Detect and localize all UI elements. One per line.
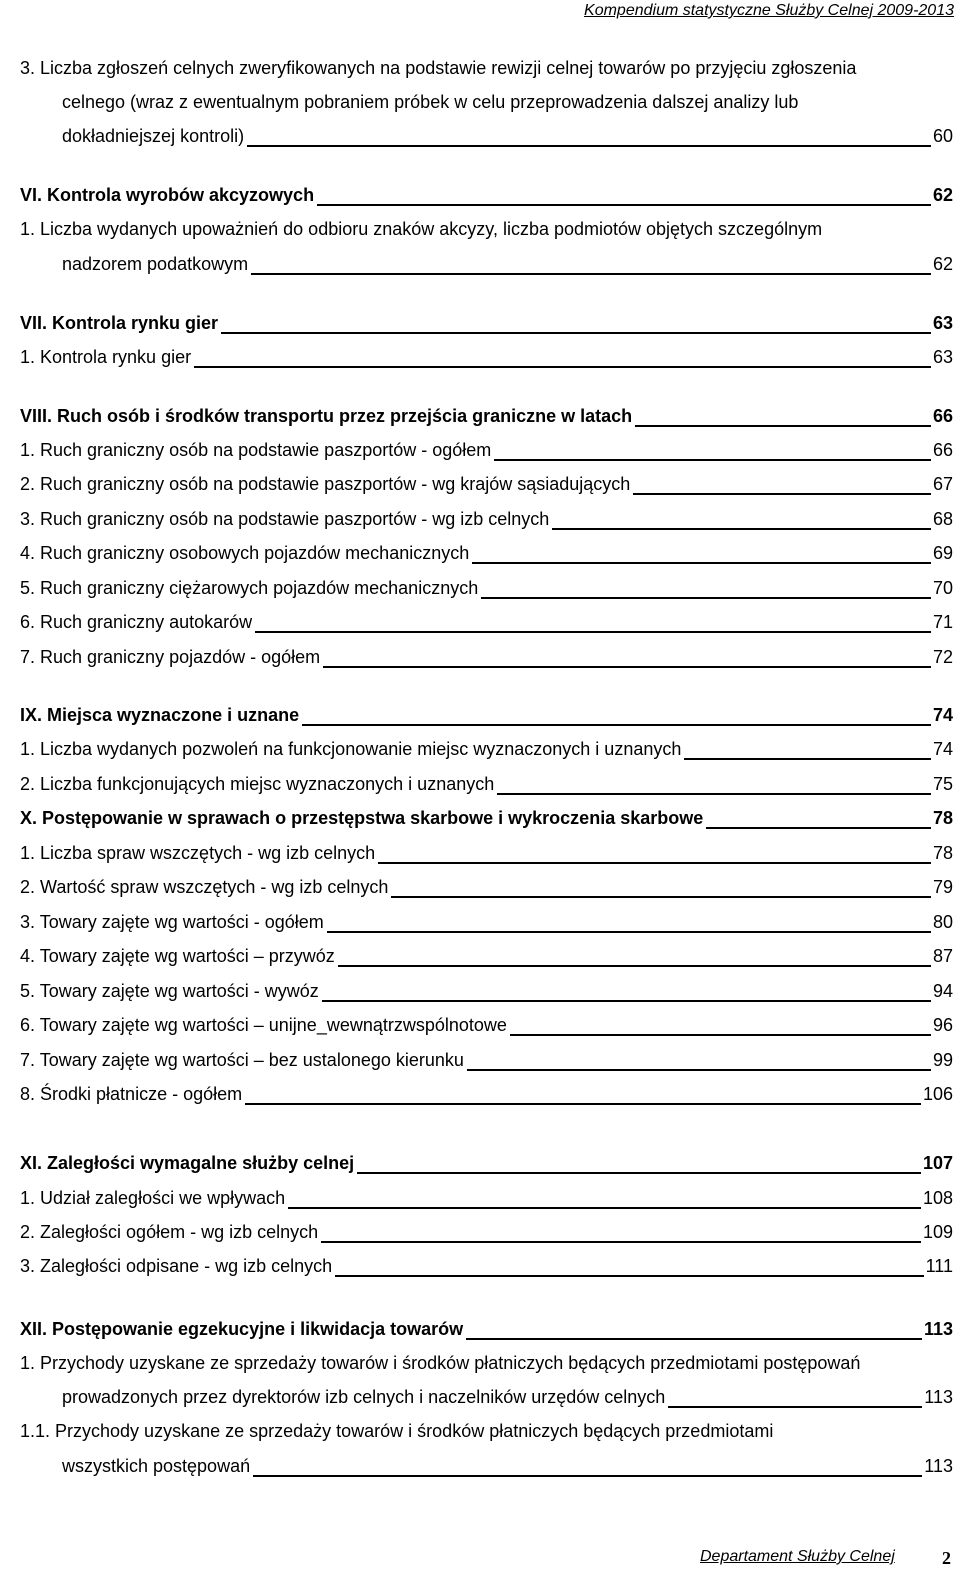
toc-entry[interactable] bbox=[20, 345, 953, 369]
leader-line bbox=[317, 203, 931, 206]
toc-entry-label: 5. Ruch graniczny ciężarowych pojazdów mechanicznych bbox=[20, 578, 479, 598]
toc-entry[interactable] bbox=[20, 1013, 953, 1037]
toc-section-label: XI. Zaległości wymagalne służby celnej bbox=[20, 1153, 355, 1173]
toc-page-number: 111 bbox=[925, 1256, 953, 1276]
toc-entry-label: 3. Towary zajęte wg wartości - ogółem bbox=[20, 912, 324, 932]
toc-page-number: 109 bbox=[922, 1222, 953, 1242]
toc-entry[interactable] bbox=[20, 252, 953, 276]
toc-entry[interactable] bbox=[20, 944, 953, 968]
leader-line bbox=[467, 1068, 931, 1071]
toc-page-number: 66 bbox=[932, 440, 953, 460]
leader-line bbox=[552, 527, 931, 530]
toc-entry-line: 1. Liczba wydanych upoważnień do odbioru znaków akcyzy, liczba podmiotów objętych szczególnym bbox=[20, 219, 823, 239]
toc-page-number: 79 bbox=[932, 877, 953, 897]
leader-line bbox=[635, 424, 931, 427]
toc-entry-label: 4. Ruch graniczny osobowych pojazdów mechanicznych bbox=[20, 543, 470, 563]
toc-page-number: 74 bbox=[932, 705, 953, 725]
toc-section-label: VIII. Ruch osób i środków transportu przez przejścia graniczne w latach bbox=[20, 406, 633, 426]
toc-entry-label: 2. Liczba funkcjonujących miejsc wyznaczonych i uznanych bbox=[20, 774, 495, 794]
toc-entry[interactable] bbox=[20, 910, 953, 934]
toc-entry-label: 7. Towary zajęte wg wartości – bez ustalonego kierunku bbox=[20, 1050, 464, 1070]
toc-page-number: 68 bbox=[932, 509, 953, 529]
toc-entry[interactable] bbox=[20, 1082, 953, 1106]
toc-entry[interactable] bbox=[20, 472, 953, 496]
page-number: 2 bbox=[942, 1548, 951, 1568]
leader-line bbox=[684, 757, 931, 760]
toc-entry-line: 1. Przychody uzyskane ze sprzedaży towarów i środków płatniczych będących przedmiotami postępowań bbox=[20, 1353, 861, 1373]
toc-entry-label: 8. Środki płatnicze - ogółem bbox=[20, 1084, 243, 1104]
leader-line bbox=[322, 999, 931, 1002]
toc-page-number: 70 bbox=[932, 578, 953, 598]
toc-entry[interactable] bbox=[20, 438, 953, 462]
toc-entry-label: 7. Ruch graniczny pojazdów - ogółem bbox=[20, 647, 321, 667]
toc-page-number: 99 bbox=[932, 1050, 953, 1070]
toc-entry[interactable] bbox=[20, 875, 953, 899]
toc-page-number: 67 bbox=[932, 474, 953, 494]
toc-entry-label: 1. Liczba wydanych pozwoleń na funkcjonowanie miejsc wyznaczonych i uznanych bbox=[20, 739, 682, 759]
toc-section[interactable] bbox=[20, 1151, 953, 1175]
toc-page-number: 62 bbox=[932, 254, 953, 274]
toc-page-number: 75 bbox=[932, 774, 953, 794]
toc-entry-label: 1. Ruch graniczny osób na podstawie paszportów - ogółem bbox=[20, 440, 492, 460]
footer-department: Departament Służby Celnej bbox=[700, 1548, 895, 1565]
leader-line bbox=[323, 665, 931, 668]
toc-page-number: 113 bbox=[924, 1456, 953, 1476]
leader-line bbox=[247, 144, 931, 147]
toc-page-number: 69 bbox=[932, 543, 953, 563]
leader-line bbox=[472, 561, 931, 564]
leader-line bbox=[245, 1102, 921, 1105]
leader-line bbox=[253, 1474, 922, 1477]
toc-entry[interactable] bbox=[20, 979, 953, 1003]
toc-page-number: 108 bbox=[922, 1188, 953, 1208]
toc-section[interactable] bbox=[20, 404, 953, 428]
toc-section[interactable] bbox=[20, 806, 953, 830]
toc-entry-label: 3. Ruch graniczny osób na podstawie paszportów - wg izb celnych bbox=[20, 509, 550, 529]
toc-page-number: 62 bbox=[932, 185, 953, 205]
toc-entry-line: 1.1. Przychody uzyskane ze sprzedaży towarów i środków płatniczych będących przedmiotami bbox=[20, 1421, 774, 1441]
toc-entry-line: 3. Liczba zgłoszeń celnych zweryfikowanych na podstawie rewizji celnej towarów po przyjęciu zgłoszenia bbox=[20, 58, 857, 78]
toc-section-label: XII. Postępowanie egzekucyjne i likwidacja towarów bbox=[20, 1319, 464, 1339]
toc-entry[interactable] bbox=[20, 124, 953, 148]
toc-page-number: 72 bbox=[932, 647, 953, 667]
toc-page-number: 78 bbox=[932, 808, 953, 828]
leader-line bbox=[357, 1171, 921, 1174]
leader-line bbox=[706, 826, 931, 829]
leader-line bbox=[255, 630, 931, 633]
toc-page-number: 107 bbox=[922, 1153, 953, 1173]
toc-entry[interactable] bbox=[20, 841, 953, 865]
toc-entry[interactable] bbox=[20, 1454, 953, 1478]
toc-entry-label: 2. Zaległości ogółem - wg izb celnych bbox=[20, 1222, 319, 1242]
toc-page-number: 94 bbox=[932, 981, 953, 1001]
toc-entry[interactable] bbox=[20, 576, 953, 600]
toc-entry[interactable] bbox=[20, 610, 953, 634]
toc-section-label: VII. Kontrola rynku gier bbox=[20, 313, 219, 333]
toc-entry[interactable] bbox=[20, 541, 953, 565]
toc-page-number: 106 bbox=[922, 1084, 953, 1104]
toc-section-label: X. Postępowanie w sprawach o przestępstwa skarbowe i wykroczenia skarbowe bbox=[20, 808, 704, 828]
toc-entry-label: 1. Udział zaległości we wpływach bbox=[20, 1188, 286, 1208]
toc-page-number: 113 bbox=[923, 1319, 953, 1339]
toc-entry-line: celnego (wraz z ewentualnym pobraniem próbek w celu przeprowadzenia dalszej analizy lub bbox=[62, 92, 799, 112]
toc-section[interactable] bbox=[20, 311, 953, 335]
leader-line bbox=[335, 1274, 923, 1277]
leader-line bbox=[391, 895, 931, 898]
toc-section[interactable] bbox=[20, 1317, 953, 1341]
leader-line bbox=[327, 930, 931, 933]
toc-entry-label: nadzorem podatkowym bbox=[62, 254, 249, 274]
leader-line bbox=[378, 861, 931, 864]
leader-line bbox=[194, 365, 931, 368]
leader-line bbox=[288, 1206, 921, 1209]
leader-line bbox=[668, 1405, 922, 1408]
leader-line bbox=[321, 1240, 921, 1243]
toc-section-label: VI. Kontrola wyrobów akcyzowych bbox=[20, 185, 315, 205]
leader-line bbox=[466, 1337, 922, 1340]
leader-line bbox=[510, 1033, 931, 1036]
toc-section-label: IX. Miejsca wyznaczone i uznane bbox=[20, 705, 300, 725]
leader-line bbox=[338, 964, 931, 967]
leader-line bbox=[494, 458, 931, 461]
leader-line bbox=[481, 596, 931, 599]
toc-page-number: 66 bbox=[932, 406, 953, 426]
leader-line bbox=[251, 272, 931, 275]
leader-line bbox=[302, 723, 931, 726]
toc-section[interactable] bbox=[20, 703, 953, 727]
toc-entry-label: 2. Wartość spraw wszczętych - wg izb celnych bbox=[20, 877, 389, 897]
toc-entry[interactable] bbox=[20, 1048, 953, 1072]
toc-entry-label: 3. Zaległości odpisane - wg izb celnych bbox=[20, 1256, 333, 1276]
running-header: Kompendium statystyczne Służby Celnej 2009-2013 bbox=[584, 2, 954, 19]
toc-entry[interactable] bbox=[20, 1186, 953, 1210]
toc-page-number: 96 bbox=[932, 1015, 953, 1035]
toc-entry[interactable] bbox=[20, 772, 953, 796]
toc-page-number: 71 bbox=[932, 612, 953, 632]
toc-entry-label: 1. Liczba spraw wszczętych - wg izb celnych bbox=[20, 843, 376, 863]
toc-section[interactable] bbox=[20, 183, 953, 207]
toc-page-number: 74 bbox=[932, 739, 953, 759]
toc-entry-label: wszystkich postępowań bbox=[62, 1456, 251, 1476]
toc-entry-label: 6. Towary zajęte wg wartości – unijne_wewnątrzwspólnotowe bbox=[20, 1015, 507, 1035]
toc-page-number: 87 bbox=[932, 946, 953, 966]
toc-entry-label: 1. Kontrola rynku gier bbox=[20, 347, 192, 367]
toc-page-number: 60 bbox=[932, 126, 953, 146]
leader-line bbox=[221, 331, 931, 334]
toc-entry-label: 6. Ruch graniczny autokarów bbox=[20, 612, 253, 632]
toc-entry-label: 4. Towary zajęte wg wartości – przywóz bbox=[20, 946, 335, 966]
leader-line bbox=[633, 492, 931, 495]
toc-entry-label: dokładniejszej kontroli) bbox=[62, 126, 245, 146]
leader-line bbox=[497, 792, 931, 795]
toc-entry[interactable] bbox=[20, 645, 953, 669]
toc-entry[interactable] bbox=[20, 737, 953, 761]
toc-entry[interactable] bbox=[20, 1254, 953, 1278]
toc-entry[interactable] bbox=[20, 507, 953, 531]
toc-entry[interactable] bbox=[20, 1220, 953, 1244]
toc-page-number: 113 bbox=[924, 1387, 953, 1407]
toc-page-number: 63 bbox=[932, 313, 953, 333]
toc-entry-label: 5. Towary zajęte wg wartości - wywóz bbox=[20, 981, 319, 1001]
toc-page-number: 78 bbox=[932, 843, 953, 863]
toc-page-number: 80 bbox=[932, 912, 953, 932]
toc-entry-label: prowadzonych przez dyrektorów izb celnych i naczelników urzędów celnych bbox=[62, 1387, 666, 1407]
toc-entry-label: 2. Ruch graniczny osób na podstawie paszportów - wg krajów sąsiadujących bbox=[20, 474, 631, 494]
toc-entry[interactable] bbox=[20, 1385, 953, 1409]
toc-page-number: 63 bbox=[932, 347, 953, 367]
